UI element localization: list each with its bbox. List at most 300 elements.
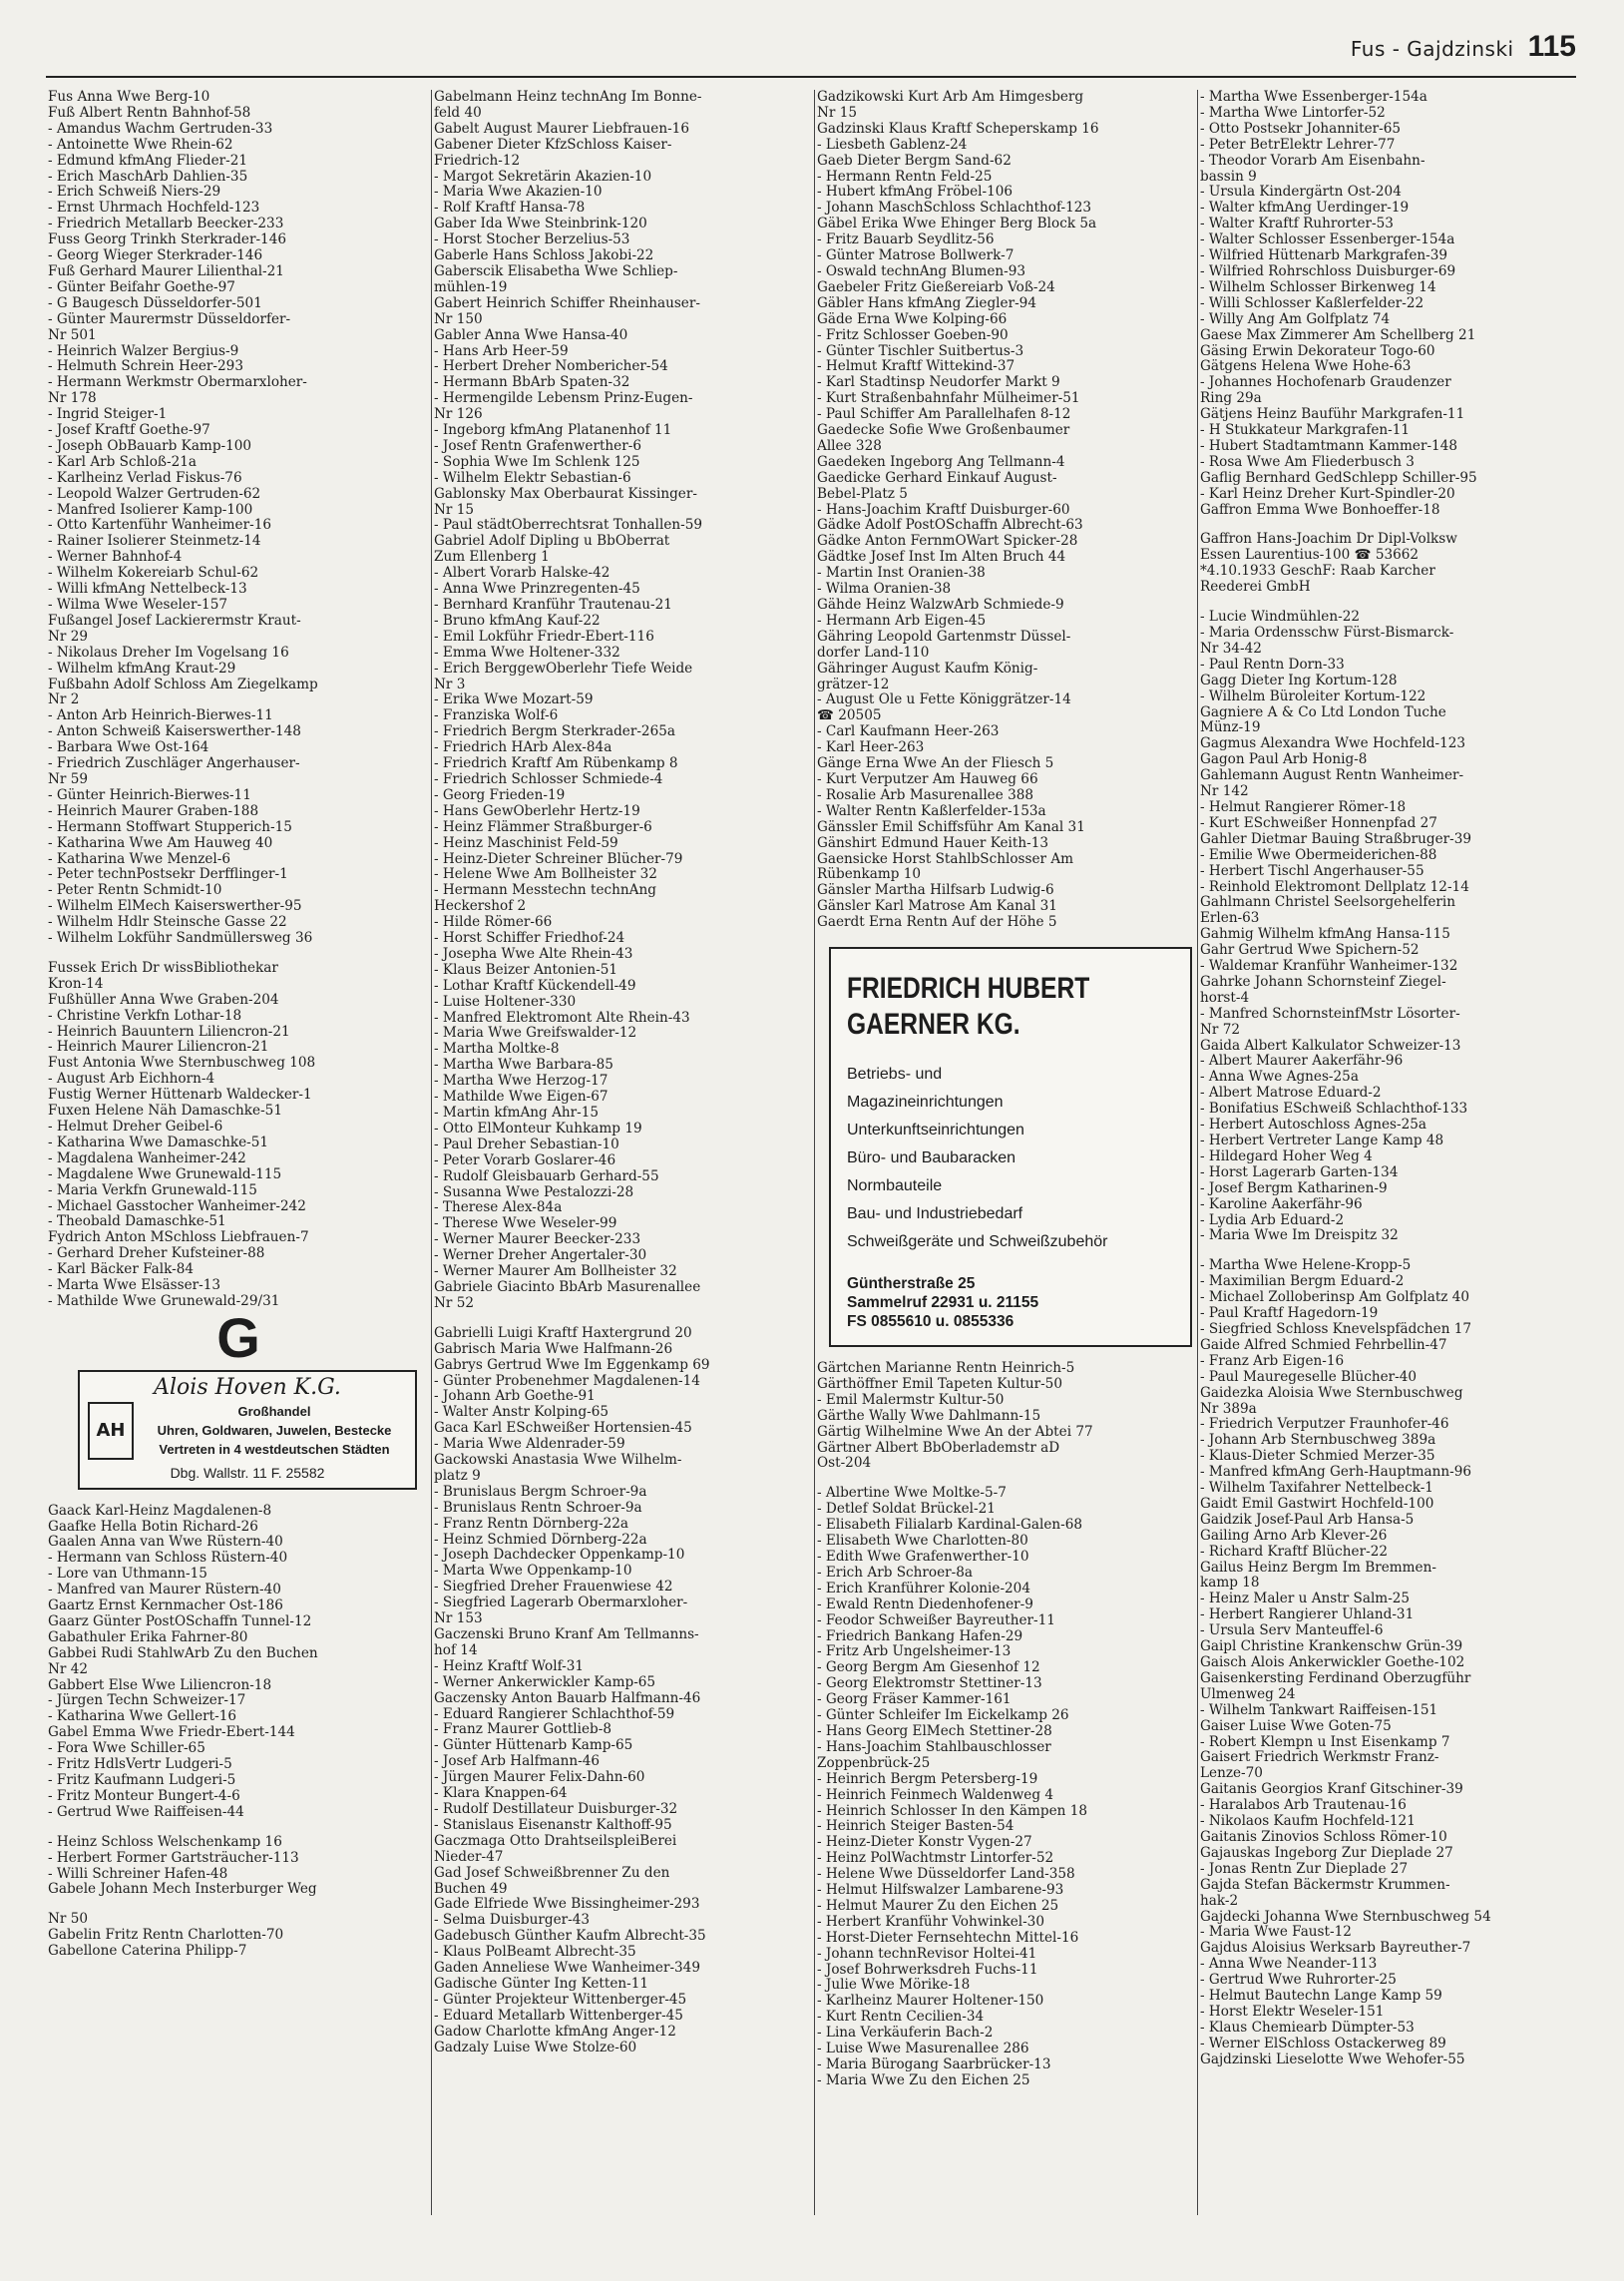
directory-entry: Gaiser Luise Wwe Goten-75 bbox=[1200, 1718, 1392, 1734]
directory-entry: Gackowski Anastasia Wwe Wilhelm- bbox=[434, 1453, 682, 1469]
directory-entry: - Liesbeth Gablenz-24 bbox=[817, 137, 968, 153]
directory-entry: - Hermann Stoffwart Stupperich-15 bbox=[48, 819, 292, 835]
directory-entry: - Nikolaos Kaufm Hochfeld-121 bbox=[1200, 1814, 1416, 1830]
directory-entry: - Lina Verkäuferin Bach-2 bbox=[817, 2026, 994, 2042]
directory-entry: - Hubert Stadtamtmann Kammer-148 bbox=[1200, 438, 1458, 454]
directory-entry: - Peter BetrElektr Lehrer-77 bbox=[1200, 137, 1396, 153]
directory-entry: - Maria Ordensschw Fürst-Bismarck- bbox=[1200, 626, 1454, 641]
directory-entry: - Willi Schlosser Kaßlerfelder-22 bbox=[1200, 295, 1424, 311]
directory-entry: - Klaus PolBeamt Albrecht-35 bbox=[434, 1945, 636, 1961]
directory-entry: - Manfred Elektromont Alte Rhein-43 bbox=[434, 1010, 690, 1026]
directory-entry: Gaffron Emma Wwe Bonhoeffer-18 bbox=[1200, 502, 1440, 518]
directory-entry: Fußbahn Adolf Schloss Am Ziegelkamp bbox=[48, 677, 318, 692]
directory-entry: - Mathilde Wwe Grunewald-29/31 bbox=[48, 1293, 280, 1309]
directory-entry: - Anna Wwe Prinzregenten-45 bbox=[434, 582, 640, 598]
directory-entry: - Josef Bohrwerksdreh Fuchs-11 bbox=[817, 1962, 1038, 1978]
directory-entry: - Josepha Wwe Alte Rhein-43 bbox=[434, 946, 633, 962]
column-1-entries bbox=[48, 90, 429, 1310]
directory-entry: Gaflig Bernhard GedSchlepp Schiller-95 bbox=[1200, 470, 1477, 486]
directory-entry: Gahlmann Christel Seelsorgehelferin bbox=[1200, 895, 1456, 911]
directory-entry: Gädtke Josef Inst Im Alten Bruch 44 bbox=[817, 550, 1066, 566]
directory-entry: - Martha Wwe Lintorfer-52 bbox=[1200, 105, 1386, 121]
directory-entry: - Stanislaus Eisenanstr Kalthoff-95 bbox=[434, 1817, 672, 1833]
directory-entry: - Heinz Maler u Anstr Salm-25 bbox=[1200, 1592, 1411, 1607]
directory-entry: - Detlef Soldat Brückel-21 bbox=[817, 1502, 996, 1518]
directory-entry: - Martha Wwe Herzog-17 bbox=[434, 1074, 609, 1090]
directory-entry: - Horst Lagerarb Garten-134 bbox=[1200, 1164, 1399, 1180]
directory-entry: - Hans-Joachim Stahlbauschlosser bbox=[817, 1739, 1051, 1755]
directory-entry: - Ursula Kindergärtn Ost-204 bbox=[1200, 185, 1402, 201]
directory-entry: Nr 142 bbox=[1200, 784, 1249, 800]
directory-entry: - Julie Wwe Mörike-18 bbox=[817, 1978, 971, 1994]
directory-entry: - Erich Arb Schroer-8a bbox=[817, 1565, 973, 1581]
directory-entry: Gaedicke Gerhard Einkauf August- bbox=[817, 470, 1057, 486]
directory-entry: Fuß Albert Rentn Bahnhof-58 bbox=[48, 105, 251, 121]
header-rule bbox=[46, 76, 1576, 78]
directory-entry: Gad Josef Schweißbrenner Zu den bbox=[434, 1865, 670, 1881]
directory-entry: - Friedrich Kraftf Am Rübenkamp 8 bbox=[434, 756, 678, 772]
advert-alois-hoven bbox=[78, 1370, 417, 1490]
directory-entry: - H Stukkateur Markgrafen-11 bbox=[1200, 423, 1411, 439]
directory-entry: - Horst Schiffer Friedhof-24 bbox=[434, 931, 625, 947]
directory-entry: - Peter technPostsekr Derfflinger-1 bbox=[48, 867, 288, 883]
column-4 bbox=[1197, 90, 1577, 2215]
directory-entry: Gagon Paul Arb Honig-8 bbox=[1200, 752, 1368, 768]
directory-entry: Gänshirt Edmund Hauer Keith-13 bbox=[817, 835, 1048, 851]
directory-entry: - Gertrud Wwe Raiffeisen-44 bbox=[48, 1804, 244, 1820]
column-2-entries bbox=[434, 90, 815, 2055]
directory-entry: - Karl Heinz Dreher Kurt-Spindler-20 bbox=[1200, 486, 1455, 502]
directory-entry: - Emil Lokführ Friedr-Ebert-116 bbox=[434, 629, 654, 645]
directory-entry: Gaca Karl ESchweißer Hortensien-45 bbox=[434, 1421, 692, 1437]
directory-entry: - Wilhelm Taxifahrer Nettelbeck-1 bbox=[1200, 1481, 1433, 1497]
directory-entry: Buchen 49 bbox=[434, 1881, 508, 1897]
directory-entry: - Hilde Römer-66 bbox=[434, 915, 553, 931]
directory-entry: Gabellone Caterina Philipp-7 bbox=[48, 1944, 247, 1960]
directory-entry: - Kurt Verputzer Am Hauweg 66 bbox=[817, 771, 1038, 787]
advert-service: Normbauteile bbox=[847, 1177, 943, 1195]
directory-entry: - Heinrich Steiger Basten-54 bbox=[817, 1819, 1015, 1835]
entry-gap bbox=[434, 1312, 815, 1326]
directory-entry: Gaberle Hans Schloss Jakobi-22 bbox=[434, 248, 654, 264]
directory-entry: - Reinhold Elektromont Dellplatz 12-14 bbox=[1200, 879, 1469, 895]
directory-entry: - Maria Verkfn Grunewald-115 bbox=[48, 1182, 257, 1198]
directory-entry: Gaitanis Georgios Kranf Gitschiner-39 bbox=[1200, 1782, 1463, 1798]
directory-entry: - Georg Bergm Am Giesenhof 12 bbox=[817, 1660, 1040, 1676]
directory-entry: kamp 18 bbox=[1200, 1576, 1260, 1592]
directory-entry: - Rudolf Gleisbauarb Gerhard-55 bbox=[434, 1168, 659, 1184]
directory-entry: - Brunislaus Bergm Schroer-9a bbox=[434, 1484, 647, 1500]
directory-entry: - Maria Wwe Zu den Eichen 25 bbox=[817, 2072, 1030, 2088]
directory-entry: - Werner Dreher Angertaler-30 bbox=[434, 1248, 647, 1264]
directory-entry: Gäbler Hans kfmAng Ziegler-94 bbox=[817, 295, 1036, 311]
directory-entry: Gajdus Aloisius Werksarb Bayreuther-7 bbox=[1200, 1941, 1471, 1957]
directory-entry: - Günter Heinrich-Bierwes-11 bbox=[48, 787, 251, 803]
advert-line: Uhren, Goldwaren, Juwelen, Bestecke bbox=[157, 1423, 392, 1439]
directory-entry: - Herbert Rangierer Uhland-31 bbox=[1200, 1607, 1415, 1623]
directory-entry: - Marta Wwe Oppenkamp-10 bbox=[434, 1564, 632, 1580]
directory-entry: Nr 153 bbox=[434, 1611, 483, 1627]
directory-entry: - Maria Wwe Aldenrader-59 bbox=[434, 1437, 625, 1453]
directory-entry: hak-2 bbox=[1200, 1893, 1239, 1909]
directory-entry: - Karl Arb Schloß-21a bbox=[48, 454, 197, 470]
directory-entry: - Siegfried Dreher Frauenwiese 42 bbox=[434, 1580, 673, 1596]
advert-service: Schweißgeräte und Schweißzubehör bbox=[847, 1233, 1108, 1251]
directory-entry: Gabrielli Luigi Kraftf Haxtergrund 20 bbox=[434, 1325, 692, 1341]
directory-entry: Gähde Heinz WalzwArb Schmiede-9 bbox=[817, 598, 1064, 613]
directory-entry: - Anton Schweiß Kaiserswerther-148 bbox=[48, 724, 301, 740]
directory-entry: Gaitanis Zinovios Schloss Römer-10 bbox=[1200, 1829, 1447, 1845]
directory-entry: - Karlheinz Verlad Fiskus-76 bbox=[48, 470, 242, 486]
directory-entry: - Friedrich Verputzer Fraunhofer-46 bbox=[1200, 1417, 1449, 1433]
directory-entry: - Luise Holtener-330 bbox=[434, 994, 577, 1010]
entry-gap bbox=[1200, 1244, 1577, 1258]
directory-entry: - Walter Kraftf Ruhrorter-53 bbox=[1200, 217, 1394, 232]
directory-entry: - Leopold Walzer Gertruden-62 bbox=[48, 486, 261, 502]
directory-entry: - Helmut Dreher Geibel-6 bbox=[48, 1120, 223, 1135]
directory-entry: - Werner Bahnhof-4 bbox=[48, 550, 183, 566]
directory-entry: - Paul Schiffer Am Parallelhafen 8-12 bbox=[817, 407, 1071, 423]
directory-entry: Gahmig Wilhelm kfmAng Hansa-115 bbox=[1200, 927, 1450, 943]
directory-entry: Gabrisch Maria Wwe Halfmann-26 bbox=[434, 1341, 673, 1357]
directory-entry: - Walter Rentn Kaßlerfelder-153a bbox=[817, 803, 1046, 819]
directory-entry: - August Arb Eichhorn-4 bbox=[48, 1072, 215, 1088]
directory-entry: - Hermann Werkmstr Obermarxloher- bbox=[48, 375, 307, 391]
directory-entry: - Wilhelm ElMech Kaiserswerther-95 bbox=[48, 899, 302, 915]
directory-entry: - Friedrich Bergm Sterkrader-265a bbox=[434, 724, 675, 740]
directory-entry: Ost-204 bbox=[817, 1456, 872, 1472]
directory-entry: - Manfred kfmAng Gerh-Hauptmann-96 bbox=[1200, 1465, 1472, 1481]
directory-entry: - Johannes Hochofenarb Graudenzer bbox=[1200, 375, 1451, 391]
directory-entry: - Herbert Tischl Angerhauser-55 bbox=[1200, 863, 1424, 879]
directory-entry: - Anton Arb Heinrich-Bierwes-11 bbox=[48, 708, 273, 724]
directory-entry: Nr 42 bbox=[48, 1661, 89, 1677]
directory-entry: Gaidezka Aloisia Wwe Sternbuschweg bbox=[1200, 1385, 1463, 1401]
directory-entry: Gabelt August Maurer Liebfrauen-16 bbox=[434, 121, 689, 137]
directory-entry: Fussek Erich Dr wissBibliothekar bbox=[48, 960, 278, 976]
directory-entry: - Peter Rentn Schmidt-10 bbox=[48, 883, 222, 899]
directory-entry: Gaisert Friedrich Werkmstr Franz- bbox=[1200, 1750, 1439, 1766]
directory-entry: - Rolf Kraftf Hansa-78 bbox=[434, 201, 586, 217]
directory-entry: - Heinrich Schlosser In den Kämpen 18 bbox=[817, 1803, 1088, 1819]
directory-entry: - Erich Kranführer Kolonie-204 bbox=[817, 1581, 1030, 1597]
directory-entry: - Ewald Rentn Diedenhofener-9 bbox=[817, 1597, 1033, 1612]
directory-entry: - Walter kfmAng Uerdinger-19 bbox=[1200, 201, 1410, 217]
directory-entry: - Waldemar Kranführ Wanheimer-132 bbox=[1200, 959, 1458, 975]
directory-entry: - Hermann van Schloss Rüstern-40 bbox=[48, 1551, 288, 1567]
directory-entry: Gaczensky Anton Bauarb Halfmann-46 bbox=[434, 1690, 701, 1706]
entry-gap bbox=[817, 1472, 1198, 1486]
entry-gap bbox=[48, 1898, 429, 1912]
directory-entry: - Heinz Flämmer Straßburger-6 bbox=[434, 819, 652, 835]
directory-entry: - Emil Malermstr Kultur-50 bbox=[817, 1392, 1005, 1408]
directory-entry: - Heinz Kraftf Wolf-31 bbox=[434, 1658, 585, 1674]
directory-entry: - Klaus Chemiearb Dümpter-53 bbox=[1200, 2020, 1415, 2036]
directory-entry: bassin 9 bbox=[1200, 169, 1257, 185]
directory-entry: - Albert Matrose Eduard-2 bbox=[1200, 1086, 1382, 1102]
directory-entry: dorfer Land-110 bbox=[817, 645, 930, 661]
directory-entry: Gadische Günter Ing Ketten-11 bbox=[434, 1976, 649, 1992]
directory-entry: - Amandus Wachm Gertruden-33 bbox=[48, 121, 273, 137]
directory-entry: Gabler Anna Wwe Hansa-40 bbox=[434, 327, 628, 343]
directory-entry: - Lothar Kraftf Kückendell-49 bbox=[434, 978, 636, 994]
directory-entry: Gärthöffner Emil Tapeten Kultur-50 bbox=[817, 1376, 1062, 1392]
directory-entry: Gailing Arno Arb Klever-26 bbox=[1200, 1528, 1388, 1544]
directory-entry: - Wilma Oranien-38 bbox=[817, 582, 952, 598]
directory-entry: mühlen-19 bbox=[434, 279, 508, 295]
directory-entry: Gadow Charlotte kfmAng Anger-12 bbox=[434, 2024, 676, 2040]
directory-entry: Nr 52 bbox=[434, 1295, 475, 1311]
directory-entry: Gablonsky Max Oberbaurat Kissinger- bbox=[434, 486, 697, 502]
directory-entry: Zum Ellenberg 1 bbox=[434, 550, 550, 566]
directory-entry: - Manfred SchornsteinfMstr Lösorter- bbox=[1200, 1006, 1460, 1022]
directory-entry: - Katharina Wwe Am Hauweg 40 bbox=[48, 835, 273, 851]
directory-entry: - August Öle u Fette Königgrätzer-14 bbox=[817, 692, 1071, 708]
directory-entry: Fus Anna Wwe Berg-10 bbox=[48, 90, 210, 105]
directory-entry: - Heinz Maschinist Feld-59 bbox=[434, 835, 618, 851]
advert-address: Dbg. Wallstr. 11 F. 25582 bbox=[170, 1464, 325, 1481]
directory-entry: - Peter Vorarb Goslarer-46 bbox=[434, 1152, 616, 1168]
directory-entry: - Therese Wwe Weseler-99 bbox=[434, 1216, 617, 1232]
directory-entry: Gaidt Emil Gastwirt Hochfeld-100 bbox=[1200, 1496, 1434, 1512]
directory-entry: - Herbert Vertreter Lange Kamp 48 bbox=[1200, 1134, 1444, 1148]
directory-entry: Nr 3 bbox=[434, 677, 466, 692]
directory-entry: - Rudolf Destillateur Duisburger-32 bbox=[434, 1801, 678, 1817]
directory-entry: - Jürgen Maurer Felix-Dahn-60 bbox=[434, 1770, 645, 1786]
directory-entry: - Erich Schweiß Niers-29 bbox=[48, 185, 221, 201]
directory-entry: Gädke Anton FernmOWart Spicker-28 bbox=[817, 534, 1078, 550]
directory-entry: - Fora Wwe Schiller-65 bbox=[48, 1741, 205, 1757]
directory-entry: - Josef Arb Halfmann-46 bbox=[434, 1754, 600, 1770]
directory-entry: - Horst Stocher Berzelius-53 bbox=[434, 232, 630, 248]
directory-entry: Gabener Dieter KfzSchloss Kaiser- bbox=[434, 137, 672, 153]
directory-entry: - Otto ElMonteur Kuhkamp 19 bbox=[434, 1121, 642, 1137]
directory-entry: - Heinrich Feinmech Waldenweg 4 bbox=[817, 1787, 1054, 1803]
directory-entry: Gabathuler Erika Fahrner-80 bbox=[48, 1629, 248, 1645]
crest-logo-icon: AH bbox=[88, 1402, 134, 1460]
directory-entry: Gätgens Helena Wwe Hohe-63 bbox=[1200, 359, 1412, 375]
directory-entry: - Willi Schreiner Hafen-48 bbox=[48, 1866, 228, 1882]
directory-entry: Gabel Emma Wwe Friedr-Ebert-144 bbox=[48, 1725, 295, 1741]
directory-entry: - Günter Matrose Bollwerk-7 bbox=[817, 248, 1015, 264]
directory-entry: - Heinrich Bauuntern Liliencron-21 bbox=[48, 1024, 290, 1040]
directory-entry: - Paul städtOberrechtsrat Tonhallen-59 bbox=[434, 518, 703, 534]
directory-entry: - G Baugesch Düsseldorfer-501 bbox=[48, 295, 262, 311]
directory-entry: Gaber Ida Wwe Steinbrink-120 bbox=[434, 217, 647, 232]
directory-entry: Gänsler Karl Matrose Am Kanal 31 bbox=[817, 899, 1057, 915]
directory-entry: - Carl Kaufmann Heer-263 bbox=[817, 724, 1000, 740]
directory-entry: - Katharina Wwe Menzel-6 bbox=[48, 851, 231, 867]
directory-entry: Ulmenweg 24 bbox=[1200, 1686, 1296, 1702]
directory-entry: - Georg Wieger Sterkrader-146 bbox=[48, 248, 263, 264]
directory-entry: - Jonas Rentn Zur Dieplade 27 bbox=[1200, 1861, 1409, 1877]
directory-entry: - Heinrich Walzer Bergius-9 bbox=[48, 343, 239, 359]
directory-entry: - Feodor Schweißer Bayreuther-11 bbox=[817, 1612, 1055, 1628]
directory-entry: - Otto Postsekr Johanniter-65 bbox=[1200, 121, 1402, 137]
entry-gap bbox=[48, 947, 429, 961]
directory-entry: - Erich MaschArb Dahlien-35 bbox=[48, 169, 248, 185]
directory-entry: Nr 15 bbox=[817, 105, 858, 121]
directory-entry: Gahrke Johann Schornsteinf Ziegel- bbox=[1200, 974, 1446, 990]
directory-entry: - Helmut Rangierer Römer-18 bbox=[1200, 799, 1407, 815]
directory-entry: - Lydia Arb Eduard-2 bbox=[1200, 1212, 1345, 1228]
directory-entry: - Walter Anstr Kolping-65 bbox=[434, 1405, 609, 1421]
directory-entry: - Klaus Beizer Antonien-51 bbox=[434, 962, 617, 978]
advert-service: Unterkunftseinrichtungen bbox=[847, 1122, 1024, 1140]
directory-entry: Fust Antonia Wwe Sternbuschweg 108 bbox=[48, 1056, 316, 1072]
directory-entry: - Helmut Bautechn Lange Kamp 59 bbox=[1200, 1989, 1442, 2005]
directory-entry: - Brunislaus Rentn Schroer-9a bbox=[434, 1500, 642, 1516]
directory-entry: - Anna Wwe Agnes-25a bbox=[1200, 1070, 1359, 1086]
directory-entry: - Herbert Dreher Nombericher-54 bbox=[434, 359, 668, 375]
advert-company-name: Alois Hoven K.G. bbox=[154, 1374, 341, 1400]
directory-entry: - Josef Bergm Katharinen-9 bbox=[1200, 1180, 1388, 1196]
directory-entry: *4.10.1933 GeschF: Raab Karcher bbox=[1200, 564, 1435, 580]
directory-entry: - Martha Wwe Essenberger-154a bbox=[1200, 90, 1427, 105]
directory-entry: - Wilhelm Hdlr Steinsche Gasse 22 bbox=[48, 915, 287, 931]
directory-entry: Münz-19 bbox=[1200, 720, 1261, 736]
directory-entry: Gaden Anneliese Wwe Wanheimer-349 bbox=[434, 1961, 700, 1977]
directory-entry: - Robert Klempn u Inst Eisenkamp 7 bbox=[1200, 1734, 1450, 1750]
directory-entry: - Elisabeth Filialarb Kardinal-Galen-68 bbox=[817, 1518, 1083, 1534]
directory-entry: - Maria Wwe Im Dreispitz 32 bbox=[1200, 1228, 1399, 1244]
directory-entry: - Günter Tischler Suitbertus-3 bbox=[817, 343, 1024, 359]
directory-entry: - Heinrich Maurer Graben-188 bbox=[48, 803, 259, 819]
directory-entry: Gajdecki Johanna Wwe Sternbuschweg 54 bbox=[1200, 1909, 1491, 1925]
directory-entry: Gaczmaga Otto DrahtseilspleiBerei bbox=[434, 1833, 677, 1849]
advert-gaerner bbox=[829, 947, 1192, 1347]
directory-entry: - Fritz Schlosser Goeben-90 bbox=[817, 327, 1009, 343]
column-1b-entries bbox=[48, 1504, 429, 1960]
column-2 bbox=[431, 90, 815, 2215]
directory-entry: - Susanna Wwe Pestalozzi-28 bbox=[434, 1184, 634, 1200]
directory-entry: - Joseph ObBauarb Kamp-100 bbox=[48, 438, 252, 454]
directory-entry: Gaisenkersting Ferdinand Oberzugführ bbox=[1200, 1670, 1471, 1686]
directory-entry: Gaffron Hans-Joachim Dr Dipl-Volksw bbox=[1200, 532, 1457, 548]
directory-entry: - Jürgen Techn Schweizer-17 bbox=[48, 1693, 246, 1709]
directory-entry: Fußhüller Anna Wwe Graben-204 bbox=[48, 992, 279, 1008]
directory-entry: - Heinrich Bergm Petersberg-19 bbox=[817, 1771, 1038, 1787]
advert-body bbox=[88, 1402, 407, 1460]
directory-entry: Bebel-Platz 5 bbox=[817, 486, 908, 502]
directory-entry: Gäde Erna Wwe Kolping-66 bbox=[817, 311, 1008, 327]
directory-entry: Gaida Albert Kalkulator Schweizer-13 bbox=[1200, 1038, 1461, 1054]
directory-entry: - Kurt ESchweißer Honnenpfad 27 bbox=[1200, 815, 1437, 831]
directory-entry: - Magdalene Wwe Grunewald-115 bbox=[48, 1166, 282, 1182]
directory-entry: - Fritz Kaufmann Ludgeri-5 bbox=[48, 1773, 236, 1788]
directory-entry: Nr 389a bbox=[1200, 1401, 1257, 1417]
directory-entry: - Wilfried Hüttenarb Markgrafen-39 bbox=[1200, 248, 1448, 264]
directory-entry: Gänssler Emil Schiffsführ Am Kanal 31 bbox=[817, 819, 1085, 835]
directory-entry: - Ingrid Steiger-1 bbox=[48, 407, 168, 423]
directory-entry: - Johann technRevisor Holtei-41 bbox=[817, 1946, 1037, 1962]
directory-entry: - Kurt Rentn Cecilien-34 bbox=[817, 2010, 985, 2026]
directory-entry: - Friedrich Metallarb Beecker-233 bbox=[48, 217, 284, 232]
directory-entry: Gabert Heinrich Schiffer Rheinhauser- bbox=[434, 295, 700, 311]
directory-entry: - Horst Elektr Weseler-151 bbox=[1200, 2004, 1385, 2020]
directory-entry: Gaidzik Josef-Paul Arb Hansa-5 bbox=[1200, 1512, 1415, 1528]
advert-service: Bau- und Industriebedarf bbox=[847, 1205, 1023, 1223]
directory-entry: - Hans-Joachim Kraftf Duisburger-60 bbox=[817, 502, 1070, 518]
directory-entry: - Barbara Wwe Ost-164 bbox=[48, 740, 209, 756]
advert-service: Betriebs- und bbox=[847, 1066, 943, 1084]
directory-entry: Gähringer August Kaufm König- bbox=[817, 661, 1038, 677]
directory-entry: - Hermann Arb Eigen-45 bbox=[817, 613, 987, 629]
directory-entry: - Otto Kartenführ Wanheimer-16 bbox=[48, 518, 271, 534]
directory-entry: - Christine Verkfn Lothar-18 bbox=[48, 1008, 242, 1024]
directory-entry: - Luise Wwe Masurenallee 286 bbox=[817, 2042, 1029, 2057]
directory-entry: - Rosalie Arb Masurenallee 388 bbox=[817, 787, 1034, 803]
directory-entry: Fydrich Anton MSchloss Liebfrauen-7 bbox=[48, 1230, 309, 1246]
directory-entry: - Johann MaschSchloss Schlachthof-123 bbox=[817, 201, 1092, 217]
directory-entry: - Martha Wwe Barbara-85 bbox=[434, 1058, 613, 1074]
directory-entry: Fuxen Helene Näh Damaschke-51 bbox=[48, 1104, 282, 1120]
directory-entry: Gäsing Erwin Dekorateur Togo-60 bbox=[1200, 343, 1435, 359]
directory-entry: - Ursula Serv Manteuffel-6 bbox=[1200, 1623, 1384, 1639]
directory-entry: - Helmuth Schrein Heer-293 bbox=[48, 359, 243, 375]
directory-entry: Gajdzinski Lieselotte Wwe Wehofer-55 bbox=[1200, 2052, 1465, 2067]
directory-entry: - Gertrud Wwe Ruhrorter-25 bbox=[1200, 1973, 1397, 1989]
directory-entry: - Ingeborg kfmAng Platanenhof 11 bbox=[434, 423, 672, 439]
directory-entry: - Werner Maurer Beecker-233 bbox=[434, 1232, 641, 1248]
directory-entry: - Hermann Messtechn technAng bbox=[434, 883, 656, 899]
directory-entry: - Martin Inst Oranien-38 bbox=[817, 566, 986, 582]
directory-entry: - Rainer Isolierer Steinmetz-14 bbox=[48, 534, 261, 550]
directory-entry: Nr 59 bbox=[48, 771, 89, 787]
directory-entry: - Helmut Kraftf Wittekind-37 bbox=[817, 359, 1015, 375]
directory-entry: - Emma Wwe Holtener-332 bbox=[434, 645, 620, 661]
directory-entry: - Werner Ankerwickler Kamp-65 bbox=[434, 1674, 656, 1690]
directory-entry: - Günter Schleifer Im Eickelkamp 26 bbox=[817, 1708, 1069, 1724]
directory-entry: - Albertine Wwe Moltke-5-7 bbox=[817, 1486, 1007, 1502]
directory-entry: - Elisabeth Wwe Charlotten-80 bbox=[817, 1534, 1028, 1550]
directory-entry: - Georg Frieden-19 bbox=[434, 787, 566, 803]
directory-entry: Gaide Alfred Schmied Fehrbellin-47 bbox=[1200, 1337, 1447, 1353]
advert-line: Großhandel bbox=[237, 1404, 311, 1420]
directory-entry: Erlen-63 bbox=[1200, 911, 1260, 927]
directory-entry: - Nikolaus Dreher Im Vogelsang 16 bbox=[48, 645, 289, 661]
directory-entry: - Bruno kfmAng Kauf-22 bbox=[434, 613, 601, 629]
directory-entry: - Michael Gasstocher Wanheimer-242 bbox=[48, 1198, 306, 1214]
directory-entry: Gaese Max Zimmerer Am Schellberg 21 bbox=[1200, 327, 1476, 343]
directory-entry: Fußangel Josef Lackierermstr Kraut- bbox=[48, 613, 301, 629]
advert-contact-line: FS 0855610 u. 0855336 bbox=[847, 1313, 1015, 1331]
column-3 bbox=[814, 90, 1198, 2215]
directory-entry: Gagmus Alexandra Wwe Hochfeld-123 bbox=[1200, 736, 1466, 752]
directory-entry: platz 9 bbox=[434, 1468, 481, 1484]
directory-entry: hof 14 bbox=[434, 1642, 478, 1658]
directory-entry: - Günter Hüttenarb Kamp-65 bbox=[434, 1738, 633, 1754]
directory-entry: - Günter Projekteur Wittenberger-45 bbox=[434, 1992, 687, 2008]
directory-entry: - Paul Rentn Dorn-33 bbox=[1200, 657, 1345, 673]
advert-services bbox=[847, 1061, 1174, 1256]
directory-entry: Gänsler Martha Hilfsarb Ludwig-6 bbox=[817, 883, 1054, 899]
directory-entry: - Emilie Wwe Obermeiderichen-88 bbox=[1200, 847, 1437, 863]
directory-entry: Gärthe Wally Wwe Dahlmann-15 bbox=[817, 1408, 1041, 1424]
directory-entry: Gaczenski Bruno Kranf Am Tellmanns- bbox=[434, 1627, 699, 1642]
directory-entry: Gadzikowski Kurt Arb Am Himgesberg bbox=[817, 90, 1084, 105]
directory-entry: - Martha Wwe Helene-Kropp-5 bbox=[1200, 1258, 1412, 1274]
directory-entry: Zoppenbrück-25 bbox=[817, 1755, 931, 1771]
header-title: Fus - Gajdzinski bbox=[1350, 37, 1514, 61]
directory-entry: - Albert Vorarb Halske-42 bbox=[434, 566, 610, 582]
directory-entry: - Horst-Dieter Fernsehtechn Mittel-16 bbox=[817, 1930, 1079, 1946]
directory-entry: - Herbert Kranführ Vohwinkel-30 bbox=[817, 1914, 1044, 1930]
directory-entry: Gadzaly Luise Wwe Stolze-60 bbox=[434, 2040, 637, 2055]
directory-entry: - Katharina Wwe Gellert-16 bbox=[48, 1709, 236, 1725]
directory-entry: - Wilma Wwe Weseler-157 bbox=[48, 598, 227, 613]
directory-entry: grätzer-12 bbox=[817, 677, 890, 692]
